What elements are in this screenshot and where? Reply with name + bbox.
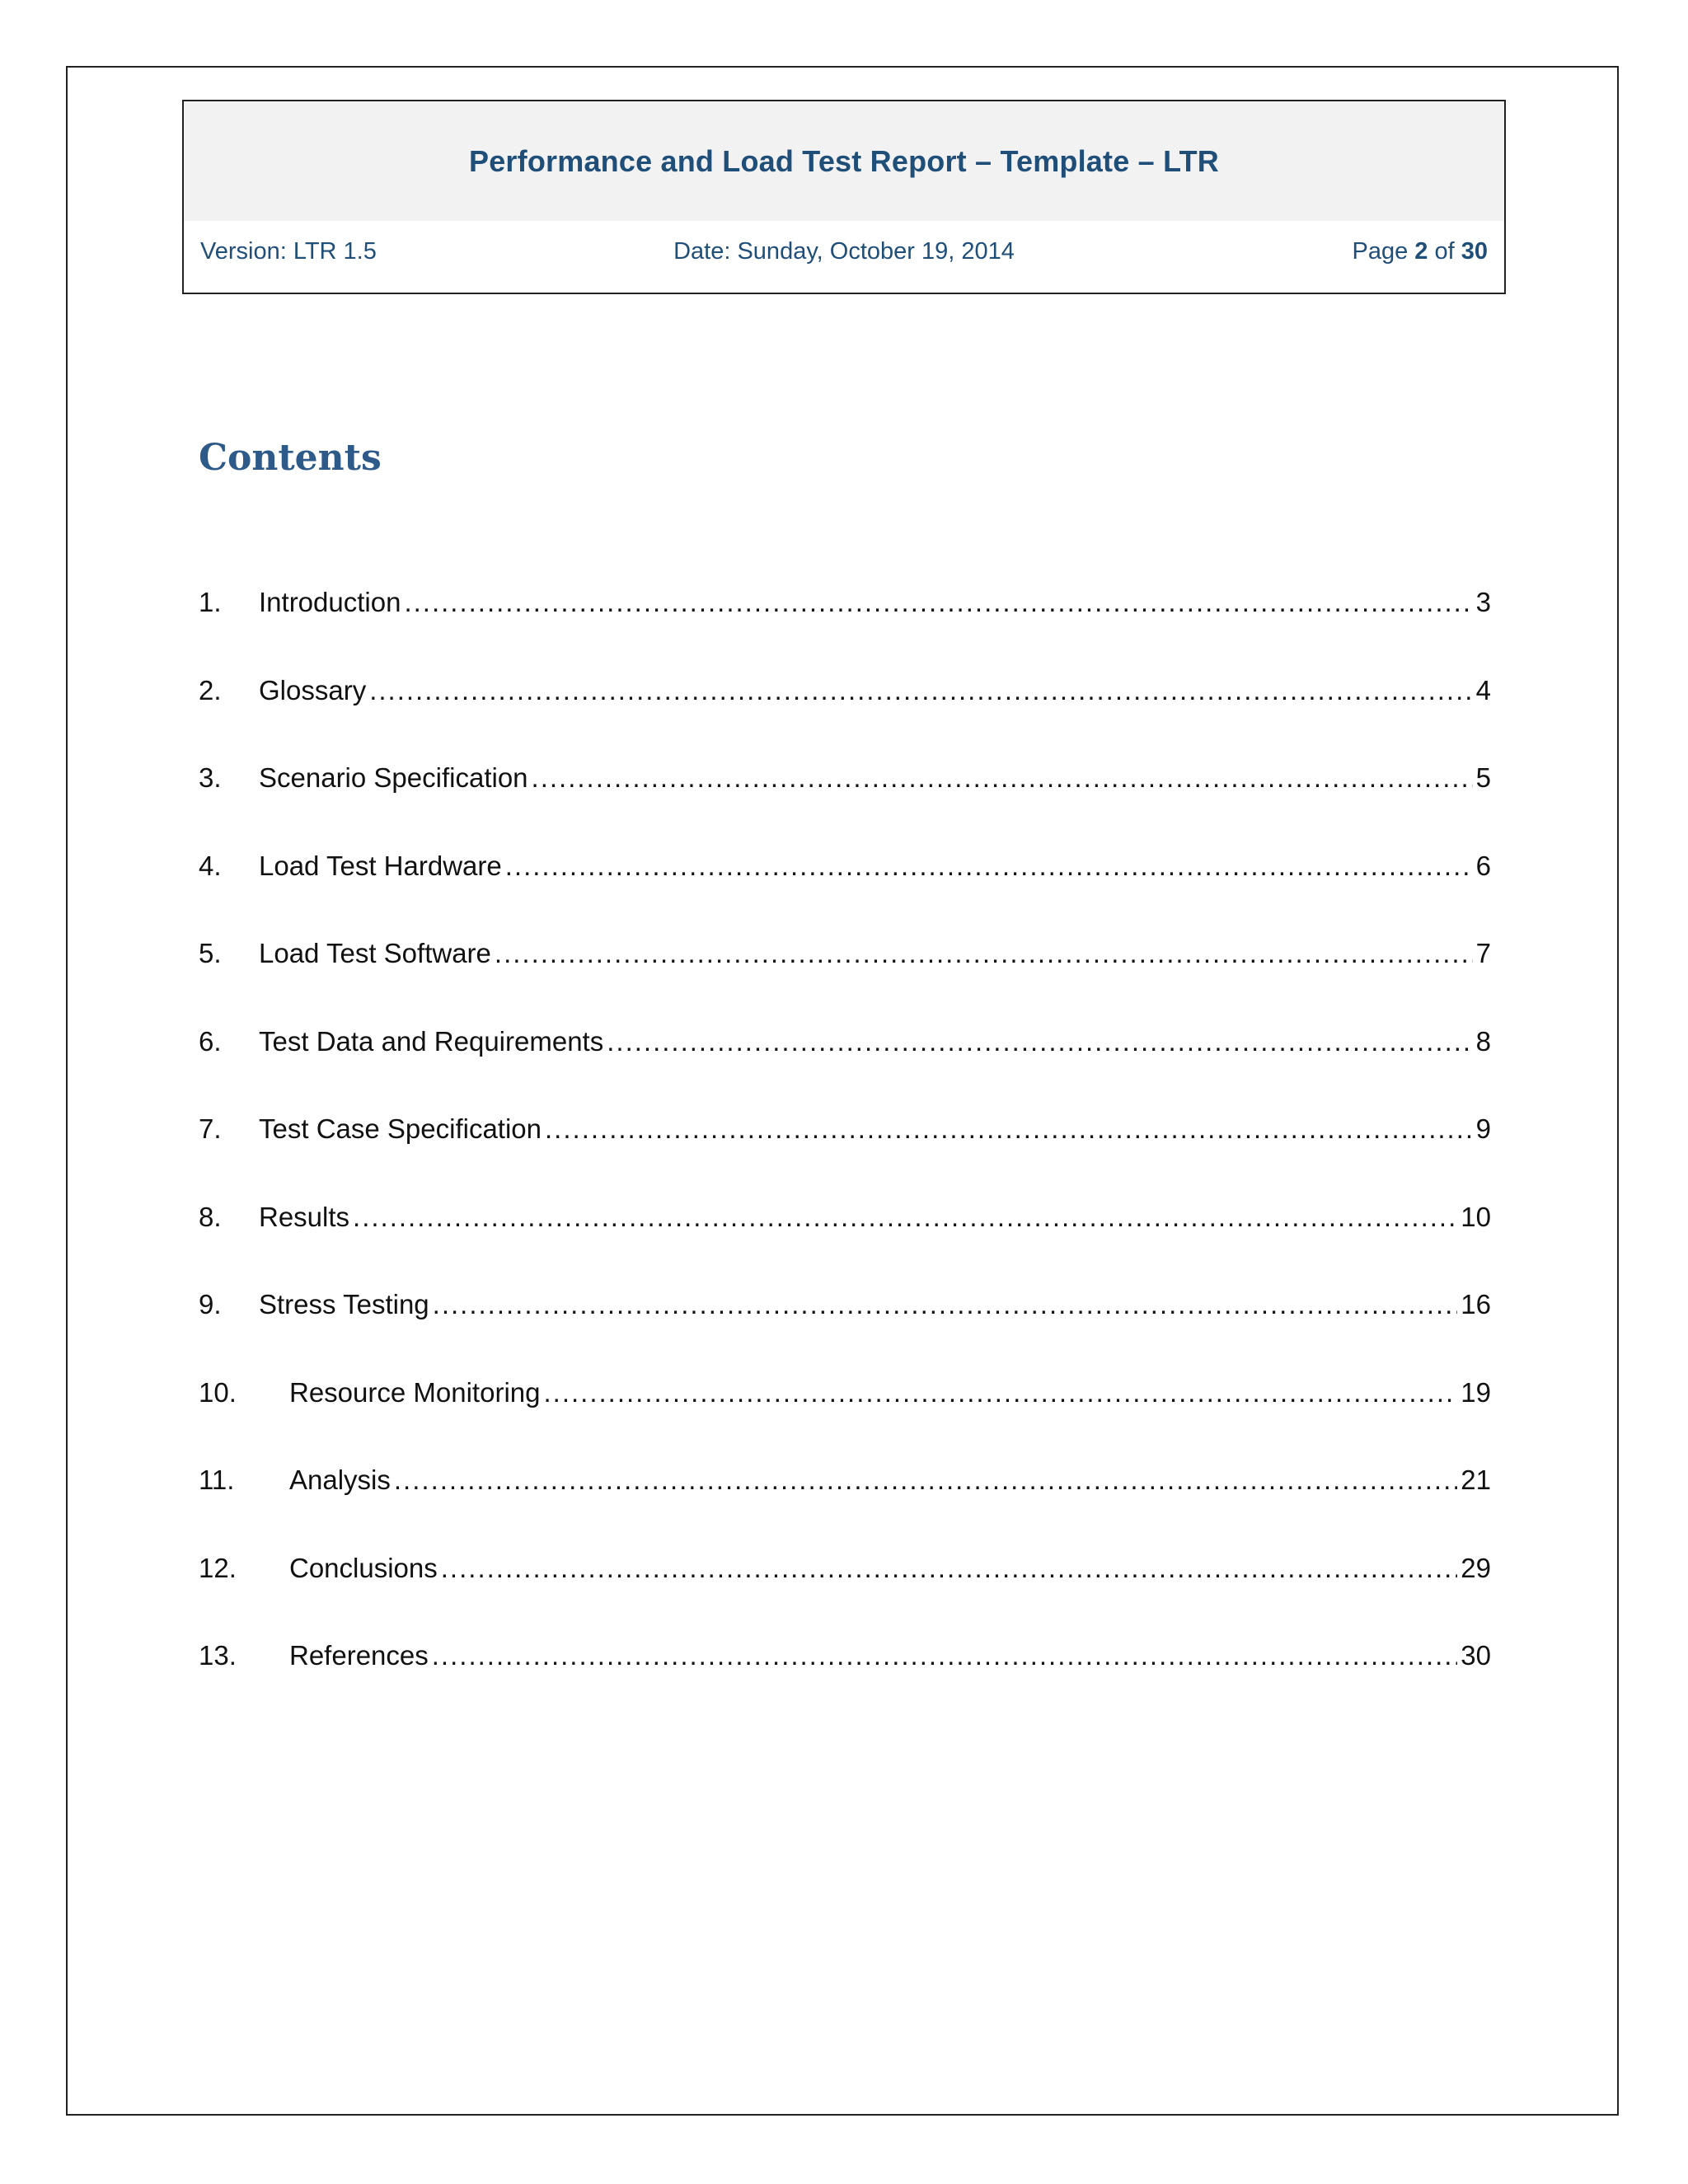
toc-entry[interactable] bbox=[199, 1289, 1491, 1325]
toc-entry-number: 12. bbox=[199, 1553, 237, 1583]
toc-dot-leader bbox=[369, 675, 1472, 706]
toc-dot-leader bbox=[532, 762, 1473, 794]
header-title-band bbox=[184, 101, 1504, 221]
toc-entry-title: Glossary bbox=[259, 675, 367, 705]
toc-entry-page: 3 bbox=[1475, 587, 1491, 617]
header-meta bbox=[200, 238, 1488, 274]
toc-entry-page: 30 bbox=[1461, 1640, 1491, 1671]
toc-entry[interactable] bbox=[199, 1113, 1491, 1150]
toc-entry-number: 4. bbox=[199, 851, 222, 881]
toc-entry-title: References bbox=[289, 1640, 429, 1671]
toc-entry-number: 11. bbox=[199, 1465, 235, 1495]
toc-entry-number: 10. bbox=[199, 1377, 237, 1408]
toc-entry-title: Test Case Specification bbox=[259, 1113, 542, 1144]
toc-entry-number: 9. bbox=[199, 1289, 222, 1319]
toc-dot-leader bbox=[543, 1377, 1457, 1408]
page-of: of bbox=[1428, 238, 1461, 265]
toc-entry[interactable] bbox=[199, 1202, 1491, 1238]
toc-entry[interactable] bbox=[199, 762, 1491, 799]
toc-entry-title: Resource Monitoring bbox=[289, 1377, 541, 1408]
toc-entry[interactable] bbox=[199, 1553, 1491, 1589]
toc-entry[interactable] bbox=[199, 1465, 1491, 1501]
toc-entry-number: 13. bbox=[199, 1640, 237, 1671]
toc-entry-number: 8. bbox=[199, 1202, 222, 1232]
toc-dot-leader bbox=[505, 851, 1473, 882]
toc-entry[interactable] bbox=[199, 851, 1491, 887]
toc-entry-page: 21 bbox=[1461, 1465, 1491, 1495]
toc-entry[interactable] bbox=[199, 675, 1491, 711]
page-indicator bbox=[1352, 238, 1488, 265]
toc-entry[interactable] bbox=[199, 1377, 1491, 1413]
toc-entry-title: Introduction bbox=[259, 587, 401, 617]
toc-entry-number: 2. bbox=[199, 675, 222, 705]
toc-entry-page: 29 bbox=[1461, 1553, 1491, 1583]
toc-entry-title: Load Test Hardware bbox=[259, 851, 502, 881]
toc-entry-page: 10 bbox=[1461, 1202, 1491, 1232]
page-header bbox=[182, 100, 1506, 294]
toc-entry-title: Test Data and Requirements bbox=[259, 1026, 604, 1057]
page-current: 2 bbox=[1414, 238, 1428, 265]
toc-dot-leader bbox=[433, 1289, 1458, 1320]
page-frame bbox=[66, 66, 1619, 2116]
toc-dot-leader bbox=[404, 587, 1472, 618]
toc-entry[interactable] bbox=[199, 1026, 1491, 1062]
page-total: 30 bbox=[1461, 238, 1488, 265]
toc-entry-page: 19 bbox=[1461, 1377, 1491, 1408]
toc-dot-leader bbox=[432, 1640, 1458, 1671]
toc-entry-page: 7 bbox=[1475, 938, 1491, 968]
toc-entry-title: Conclusions bbox=[289, 1553, 438, 1583]
toc-dot-leader bbox=[545, 1113, 1473, 1145]
toc-entry-title: Load Test Software bbox=[259, 938, 491, 968]
toc-entry-number: 3. bbox=[199, 762, 222, 793]
toc-dot-leader bbox=[353, 1202, 1457, 1233]
toc-entry-title: Scenario Specification bbox=[259, 762, 528, 793]
toc-entry-title: Analysis bbox=[289, 1465, 391, 1495]
toc-entry[interactable] bbox=[199, 587, 1491, 623]
page-prefix: Page bbox=[1352, 238, 1415, 265]
toc-entry-page: 6 bbox=[1475, 851, 1491, 881]
date-label: Date: Sunday, October 19, 2014 bbox=[673, 238, 1015, 265]
toc-dot-leader bbox=[394, 1465, 1457, 1496]
version-label: Version: LTR 1.5 bbox=[200, 238, 377, 265]
contents-heading: Contents bbox=[199, 437, 382, 479]
toc-dot-leader bbox=[495, 938, 1473, 969]
toc-entry-title: Results bbox=[259, 1202, 350, 1232]
toc-entry-title: Stress Testing bbox=[259, 1289, 429, 1319]
toc-entry-page: 5 bbox=[1475, 762, 1491, 793]
toc-dot-leader bbox=[607, 1026, 1472, 1057]
toc-entry-number: 6. bbox=[199, 1026, 222, 1057]
toc-entry-number: 5. bbox=[199, 938, 222, 968]
toc-entry-page: 8 bbox=[1475, 1026, 1491, 1057]
toc-entry[interactable] bbox=[199, 938, 1491, 974]
toc-entry-page: 4 bbox=[1475, 675, 1491, 705]
toc-entry-number: 1. bbox=[199, 587, 222, 617]
toc-entry[interactable] bbox=[199, 1640, 1491, 1676]
toc-entry-page: 9 bbox=[1475, 1113, 1491, 1144]
toc-entry-number: 7. bbox=[199, 1113, 222, 1144]
toc-entry-page: 16 bbox=[1461, 1289, 1491, 1319]
toc-dot-leader bbox=[441, 1553, 1458, 1584]
document-title: Performance and Load Test Report – Template – LTR bbox=[469, 143, 1219, 178]
